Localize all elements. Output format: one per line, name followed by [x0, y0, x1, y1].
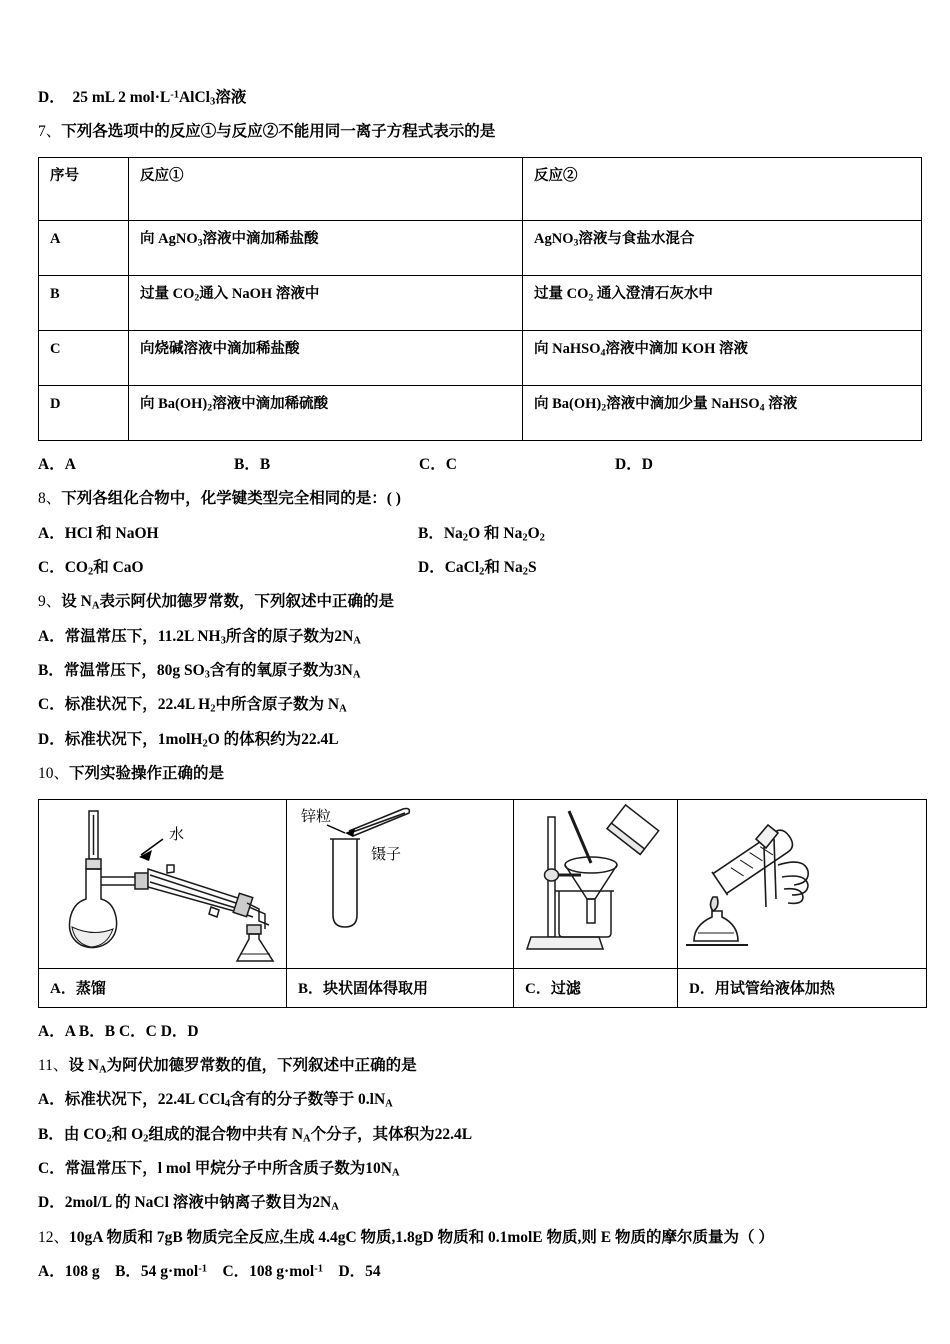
figure-cell-heating [678, 799, 927, 968]
row-key-a: A [39, 220, 129, 275]
question-7-text: 下列各选项中的反应①与反应②不能用同一离子方程式表示的是 [61, 123, 496, 141]
option-b[interactable]: B．54 g·mol$^{-1}$ [115, 1263, 207, 1281]
question-11-option-d[interactable]: D．2mol/L 的 NaCl 溶液中钠离子数目为$2N_A$ [38, 1194, 339, 1213]
filtration-apparatus-figure [521, 803, 671, 965]
apparatus-caption-row [39, 968, 927, 1007]
row-c-reaction2: 向 NaHSO$_4$溶液中滴加 KOH 溶液 [523, 330, 922, 385]
reaction-comparison-table [38, 157, 922, 441]
row-key-d: D [39, 385, 129, 440]
question-8-options-row-2 [38, 558, 922, 577]
figure-cell-tweezers [287, 799, 514, 968]
caption-c[interactable]: C．过滤 [514, 968, 678, 1007]
row-c-reaction1: 向烧碱溶液中滴加稀盐酸 [129, 330, 523, 385]
option-a[interactable]: A．108 g [38, 1263, 100, 1281]
apparatus-table [38, 799, 927, 1008]
option-text: 25 mL 2 $mol\cdot L^{-1}AlCl_3$溶液 [72, 89, 247, 108]
table-row [39, 385, 922, 440]
row-key-b: B [39, 275, 129, 330]
figure-cell-distillation [39, 799, 287, 968]
table-row [39, 220, 922, 275]
question-9-option-d[interactable]: D．标准状况下，1molH$_2$O 的体积约为22.4L [38, 730, 339, 750]
option-d[interactable]: D．54 [338, 1263, 381, 1281]
row-d-reaction1: 向 $Ba(OH)_2$溶液中滴加稀硫酸 [129, 385, 523, 440]
question-8-options-row-1 [38, 524, 922, 543]
question-11-number: 11、 [38, 1056, 69, 1074]
question-11-option-b[interactable]: B．由 $CO_2$和 $O_2$组成的混合物中共有 $N_A$个分子，其体积为22.4L [38, 1125, 473, 1145]
question-9-number: 9、 [38, 593, 62, 611]
question-9-option-a[interactable]: A．常温常压下，11.2L $NH_3$所含的原子数为$2N_A$ [38, 627, 361, 647]
header-cell-reaction2: 反应② [523, 157, 922, 220]
option-d[interactable]: D．CaCl$_2$和 $Na_2S$ [418, 558, 537, 578]
option-c[interactable]: C．C [419, 455, 457, 473]
caption-d[interactable]: D．用试管给液体加热 [678, 968, 927, 1007]
question-10-stem [38, 764, 922, 783]
header-cell-index: 序号 [39, 157, 129, 220]
option-a[interactable]: A．A [38, 455, 76, 473]
option-c[interactable]: C．$CO_2$和 CaO [38, 558, 144, 578]
question-10-text: 下列实验操作正确的是 [69, 765, 225, 783]
row-key-c: C [39, 330, 129, 385]
distillation-apparatus-figure [43, 803, 283, 965]
option-label: D． [38, 89, 65, 106]
question-9-stem [38, 592, 922, 611]
question-9-option-c[interactable]: C．标准状况下，22.4L $H_2$中所含原子数为 $N_A$ [38, 696, 347, 715]
option-c[interactable]: C．108 g·mol$^{-1}$ [222, 1263, 323, 1281]
question-11-text: 设 $N_A$为阿伏加德罗常数的值，下列叙述中正确的是 [68, 1056, 417, 1076]
question-12-text: 10gA 物质和 7gB 物质完全反应,生成 4.4gC 物质,1.8gD 物质和 0.1molE 物质,则 E 物质的摩尔质量为（ ） [69, 1228, 774, 1246]
question-12-number: 12、 [38, 1228, 70, 1246]
row-a-reaction1: 向 AgNO$_3$溶液中滴加稀盐酸 [129, 220, 523, 275]
question-9-text: 设 $N_A$表示阿伏加德罗常数，下列叙述中正确的是 [61, 593, 394, 612]
figure-cell-filtration [514, 799, 678, 968]
header-cell-reaction1: 反应① [129, 157, 523, 220]
option-d-previous-question [38, 88, 922, 107]
question-12-stem [38, 1228, 922, 1247]
heating-test-tube-figure [682, 803, 922, 965]
question-10-answer-line[interactable]: A．A B．B C．C D．D [38, 1022, 199, 1040]
question-8-stem [38, 489, 922, 508]
water-label: 水 [168, 826, 184, 843]
question-11-option-c[interactable]: C．常温常压下，l mol 甲烷分子中所含质子数为$10N_A$ [38, 1160, 400, 1179]
option-a[interactable]: A．HCl 和 NaOH [38, 524, 159, 542]
tweezers-label: 镊子 [370, 846, 401, 863]
question-9-option-b[interactable]: B．常温常压下，80g $SO_3$含有的氧原子数为$3N_A$ [38, 662, 361, 681]
test-tube-tweezers-figure [293, 803, 508, 965]
question-7-stem [38, 122, 922, 141]
table-row [39, 330, 922, 385]
zinc-granule-label: 锌粒 [300, 808, 331, 825]
caption-b[interactable]: B．块状固体得取用 [287, 968, 514, 1007]
question-11-option-a[interactable]: A．标准状况下，22.4L CCl$_4$含有的分子数等于 $0.lN_A$ [38, 1091, 393, 1110]
table-row [39, 275, 922, 330]
question-10-number: 10、 [38, 765, 70, 783]
table-header-row [39, 157, 922, 220]
question-7-options [38, 455, 922, 474]
option-b[interactable]: B．B [234, 455, 271, 473]
page-content [38, 88, 922, 1297]
row-b-reaction2: 过量 $CO_2$ 通入澄清石灰水中 [523, 275, 922, 330]
row-b-reaction1: 过量 $CO_2$通入 NaOH 溶液中 [129, 275, 523, 330]
question-12-options [38, 1262, 922, 1281]
row-d-reaction2: 向 $Ba(OH)_2$溶液中滴加少量 NaHSO$_4$ 溶液 [523, 385, 922, 440]
question-7-number: 7、 [38, 123, 62, 141]
option-d[interactable]: D．D [615, 455, 653, 473]
option-b[interactable]: B．$Na_2O$ 和 $Na_2O_2$ [418, 524, 545, 544]
question-8-number: 8、 [38, 490, 62, 508]
question-8-text: 下列各组化合物中，化学键类型完全相同的是：( ) [61, 490, 401, 508]
row-a-reaction2: AgNO$_3$溶液与食盐水混合 [523, 220, 922, 275]
question-11-stem [38, 1056, 922, 1075]
caption-a[interactable]: A．蒸馏 [39, 968, 287, 1007]
apparatus-figure-row [39, 799, 927, 968]
